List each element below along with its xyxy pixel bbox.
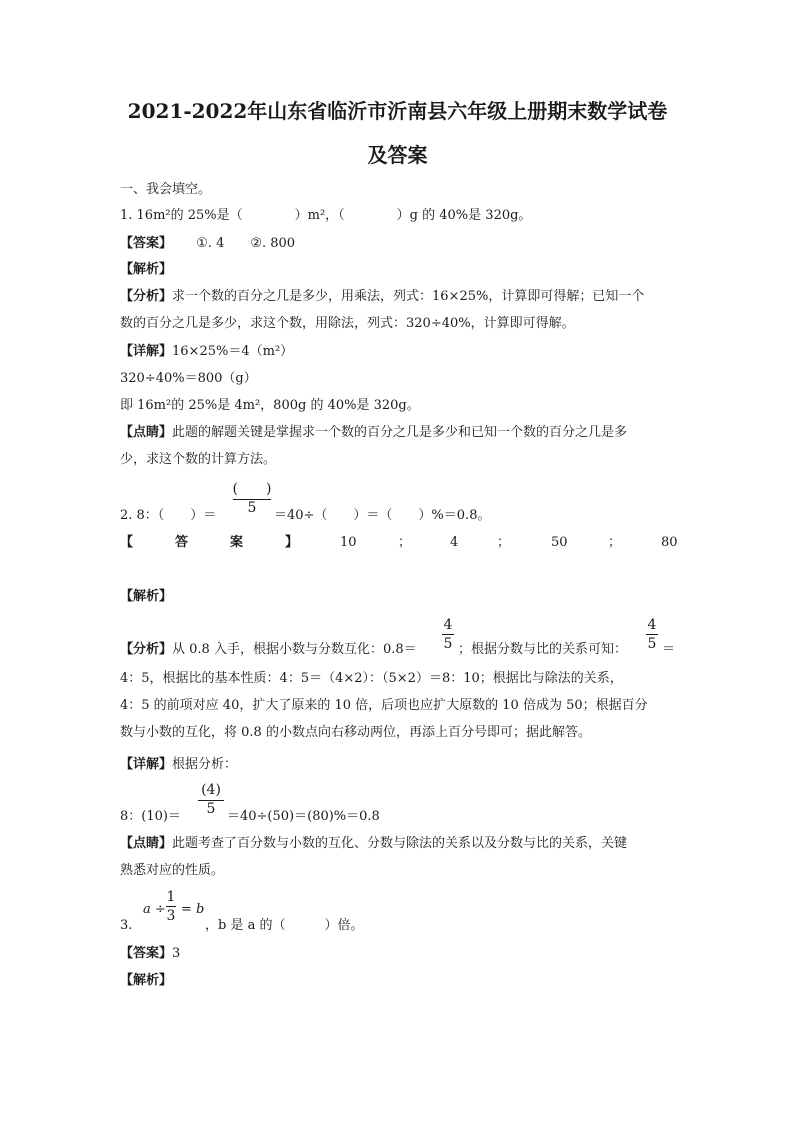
q2-answer-char-2: 答 <box>175 535 189 550</box>
q1-dianjing-tag: 【点睛】 <box>120 425 173 440</box>
q3-answer-tag: 【答案】 <box>120 946 173 961</box>
q2-fenxi-1 <box>120 641 417 659</box>
q1-text: 1. 16m²的 25%是（ ）m²，（ ）g 的 40%是 320g。 <box>120 208 532 223</box>
q2-answer-sep-1: ； <box>398 535 412 550</box>
q3-number: 3. <box>120 918 133 933</box>
q2-answer-sep-3: ； <box>608 535 622 550</box>
q1-fenxi-tag: 【分析】 <box>120 289 173 304</box>
q1-dianjing-1 <box>120 424 627 442</box>
q2-fenxi-1b: ；根据分数与比的关系可知： <box>458 642 628 657</box>
q1-answer: ①. 4 ②. 800 <box>196 236 296 251</box>
q3-answer-row <box>120 945 180 963</box>
q1-fenxi-2: 数的百分之几是多少，求这个数，用除法，列式：320÷40%，计算即可得解。 <box>120 316 575 331</box>
q2-fenxi-3: 4：5 的前项对应 40，扩大了原来的 10 倍，后项也应扩大原数的 10 倍成为 50；根据百分 <box>120 698 648 713</box>
q2-fenxi-4: 数与小数的互化，将 0.8 的小数点向右移动两位，再添上百分号即可；据此解答。 <box>120 725 591 740</box>
q2-text-right: ＝40÷（ ）＝（ ）%＝0.8。 <box>274 508 491 523</box>
section-heading: 一、我会填空。 <box>120 182 212 197</box>
q1-xiangjie-2: 320÷40%＝800（g） <box>120 371 257 386</box>
q3-answer: 3 <box>172 946 181 961</box>
q1-answer-tag: 【答案】 <box>120 236 173 251</box>
q1-dianjing-text-1: 此题的解题关键是掌握求一个数的百分之几是多少和已知一个数的百分之几是多 <box>172 425 628 440</box>
q2-xiangjie-text-1: 根据分析： <box>172 757 238 772</box>
q2-xj-fraction-numerator: (4) <box>201 782 221 798</box>
q3-frac-denominator: 3 <box>166 908 176 924</box>
q2-dianjing-2: 熟悉对应的性质。 <box>120 863 225 878</box>
q2-xiangjie-tag: 【详解】 <box>120 757 173 772</box>
q2-fenxi-2: 4：5，根据比的基本性质：4：5＝（4×2）：（5×2）＝8：10；根据比与除法的关系， <box>120 671 623 686</box>
q1-fenxi-1 <box>120 288 644 306</box>
q2-frac45-a-denominator: 5 <box>443 636 453 652</box>
q1-dianjing-2: 少，求这个数的计算方法。 <box>120 452 277 467</box>
q2-fraction-numerator: ( ) <box>232 481 272 497</box>
q2-fenxi-tag: 【分析】 <box>120 642 173 657</box>
q2-dianjing-1 <box>120 835 627 853</box>
q3-frac-numerator: 1 <box>166 889 176 905</box>
q2-fenxi-text-1a: 从 0.8 入手，根据小数与分数互化：0.8＝ <box>172 642 417 657</box>
q3-expr-b: = b <box>181 902 205 917</box>
q2-frac45-a-bar <box>442 634 454 635</box>
q2-fenxi-1c: ＝ <box>662 642 676 657</box>
q3-frac-bar <box>166 906 176 907</box>
document-title-line1: 2021-2022年山东省临沂市沂南县六年级上册期末数学试卷 <box>127 99 668 123</box>
q1-fenxi-text-1: 求一个数的百分之几是多少，用乘法，列式：16×25%，计算即可得解；已知一个 <box>172 289 645 304</box>
q2-xj-fraction-denominator: 5 <box>206 801 216 817</box>
q3-jiexi: 【解析】 <box>120 973 173 988</box>
q1-xiangjie-text-1: 16×25%＝4（m²） <box>172 344 294 359</box>
q2-answer-char-4: 】 <box>285 535 299 550</box>
q1-xiangjie-1 <box>120 343 293 361</box>
q2-dianjing-tag: 【点睛】 <box>120 836 173 851</box>
q2-frac45-b-denominator: 5 <box>647 636 657 652</box>
q1-xiangjie-tag: 【详解】 <box>120 344 173 359</box>
q2-answer-value-4: 80 <box>661 535 678 550</box>
q2-frac45-a-numerator: 4 <box>443 617 453 633</box>
q2-answer-value-2: 4 <box>450 535 459 550</box>
q3-expr-a: a ÷ <box>143 902 166 917</box>
q1-xiangjie-3: 即 16m²的 25%是 4m²，800g 的 40%是 320g。 <box>120 398 420 413</box>
document-title-line2: 及答案 <box>367 143 428 167</box>
q3-text: ，b 是 a 的（ ）倍。 <box>205 918 364 933</box>
q2-frac45-b-numerator: 4 <box>647 617 657 633</box>
q2-answer-sep-2: ； <box>497 535 511 550</box>
q2-xiangjie-right: ＝40÷(50)＝(80)%＝0.8 <box>227 809 380 824</box>
q2-fraction-denominator: 5 <box>247 500 257 516</box>
q2-xiangjie-1 <box>120 756 237 774</box>
q2-xiangjie-left: 8：(10)＝ <box>120 809 181 824</box>
q2-answer-char-1: 【 <box>120 535 134 550</box>
q2-answer-value-3: 50 <box>551 535 568 550</box>
q1-answer-row <box>120 235 295 253</box>
q1-jiexi: 【解析】 <box>120 262 173 277</box>
q2-jiexi: 【解析】 <box>120 589 173 604</box>
q2-answer-value-1: 10 <box>340 535 357 550</box>
q2-answer-char-3: 案 <box>230 535 244 550</box>
q2-frac45-b-bar <box>646 634 658 635</box>
q2-dianjing-text-1: 此题考查了百分数与小数的互化、分数与除法的关系以及分数与比的关系，关键 <box>172 836 628 851</box>
q2-text-left: 2. 8：（ ）＝ <box>120 508 217 523</box>
